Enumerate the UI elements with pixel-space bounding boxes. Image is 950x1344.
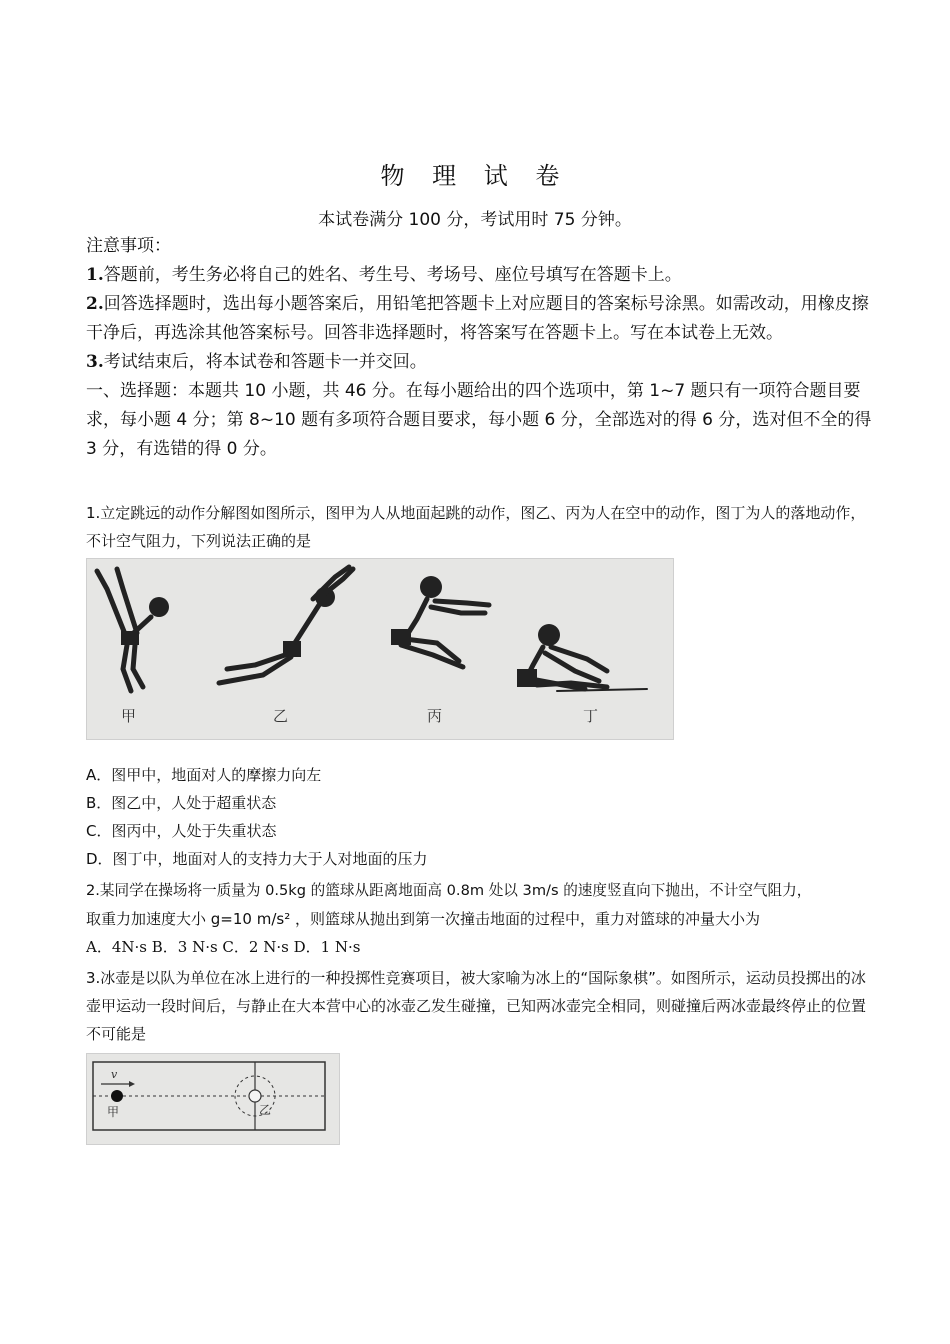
section-instructions: 一、选择题：本题共 10 小题，共 46 分。在每小题给出的四个选项中，第 1~7 题只有一项符合题目要求，每小题 4 分；第 8~10 题有多项符合题目要求，每小题 6 分，全部选对的得 6 分，选对但不全的得 3 分，有选错的得 0 分。 <box>86 381 872 459</box>
notice-item-text: 答题前，考生务必将自己的姓名、考生号、考场号、座位号填写在答题卡上。 <box>103 265 682 285</box>
stone-b-label: 乙 <box>259 1103 272 1117</box>
question-2-stem-line2: 取重力加速度大小 g=10 m/s² ，则篮球从抛出到第一次撞击地面的过程中，重力对篮球的冲量大小为 <box>86 910 760 928</box>
figure-label-bing: 丙 <box>427 707 443 725</box>
question-2-stem-line1: 2.某同学在操场将一质量为 0.5kg 的篮球从距离地面高 0.8m 处以 3m/s 的速度竖直向下抛出，不计空气阻力， <box>86 882 812 899</box>
notice-item-number: 3. <box>86 352 104 372</box>
notice-item-3 <box>86 348 876 377</box>
figure-label-jia: 甲 <box>121 707 137 725</box>
curling-figure <box>86 1053 340 1145</box>
notice-section <box>86 232 876 464</box>
figure-label-yi: 乙 <box>273 707 289 725</box>
exam-subtitle: 本试卷满分 100 分，考试用时 75 分钟。 <box>318 210 632 230</box>
curling-diagram <box>87 1054 339 1144</box>
long-jump-illustration <box>87 559 673 739</box>
q1-option-b: B．图乙中，人处于超重状态 <box>86 794 277 812</box>
notice-item-2 <box>86 290 876 348</box>
q1-option-c: C．图丙中，人处于失重状态 <box>86 822 277 840</box>
figure-label-ding: 丁 <box>583 707 599 725</box>
stone-a-icon <box>111 1090 123 1102</box>
notice-item-number: 1. <box>86 265 104 285</box>
notice-heading: 注意事项： <box>86 236 171 256</box>
page-title: 物 理 试 卷 <box>380 162 570 190</box>
notice-item-1 <box>86 261 876 290</box>
stone-a-label: 甲 <box>107 1105 120 1119</box>
stone-b-icon <box>249 1090 261 1102</box>
notice-item-text: 回答选择题时，选出每小题答案后，用铅笔把答题卡上对应题目的答案标号涂黑。如需改动，用橡皮擦干净后，再选涂其他答案标号。回答非选择题时，将答案写在答题卡上。写在本试卷上无效。 <box>86 294 869 343</box>
jumper-in-air-2 <box>391 576 489 667</box>
question-3-stem: 3.冰壶是以队为单位在冰上进行的一种投掷性竞赛项目，被大家喻为冰上的“国际象棋”。如图所示，运动员投掷出的冰壶甲运动一段时间后，与静止在大本营中心的冰壶乙发生碰撞，已知两冰壶完全相同，则碰撞后两冰壶最终停止的位置不可能是 <box>86 969 867 1043</box>
jumper-takeoff <box>97 569 169 691</box>
question-1-stem: 1.立定跳远的动作分解图如图所示，图甲为人从地面起跳的动作，图乙、丙为人在空中的动作，图丁为人的落地动作，不计空气阻力，下列说法正确的是 <box>86 504 866 550</box>
notice-item-text: 考试结束后，将本试卷和答题卡一并交回。 <box>103 352 427 372</box>
question-2-options: A．4N·s B．3 N·s C．2 N·s D．1 N·s <box>86 938 361 956</box>
question-2 <box>86 877 886 961</box>
velocity-label: v <box>111 1068 118 1081</box>
jumper-in-air-1 <box>219 567 353 683</box>
question-1-options <box>86 761 876 873</box>
q1-option-a: A．图甲中，地面对人的摩擦力向左 <box>86 766 322 784</box>
q1-option-d: D．图丁中，地面对人的支持力大于人对地面的压力 <box>86 850 428 868</box>
jumper-landing <box>517 624 647 691</box>
notice-item-number: 2. <box>86 294 104 314</box>
long-jump-figure <box>86 558 674 740</box>
